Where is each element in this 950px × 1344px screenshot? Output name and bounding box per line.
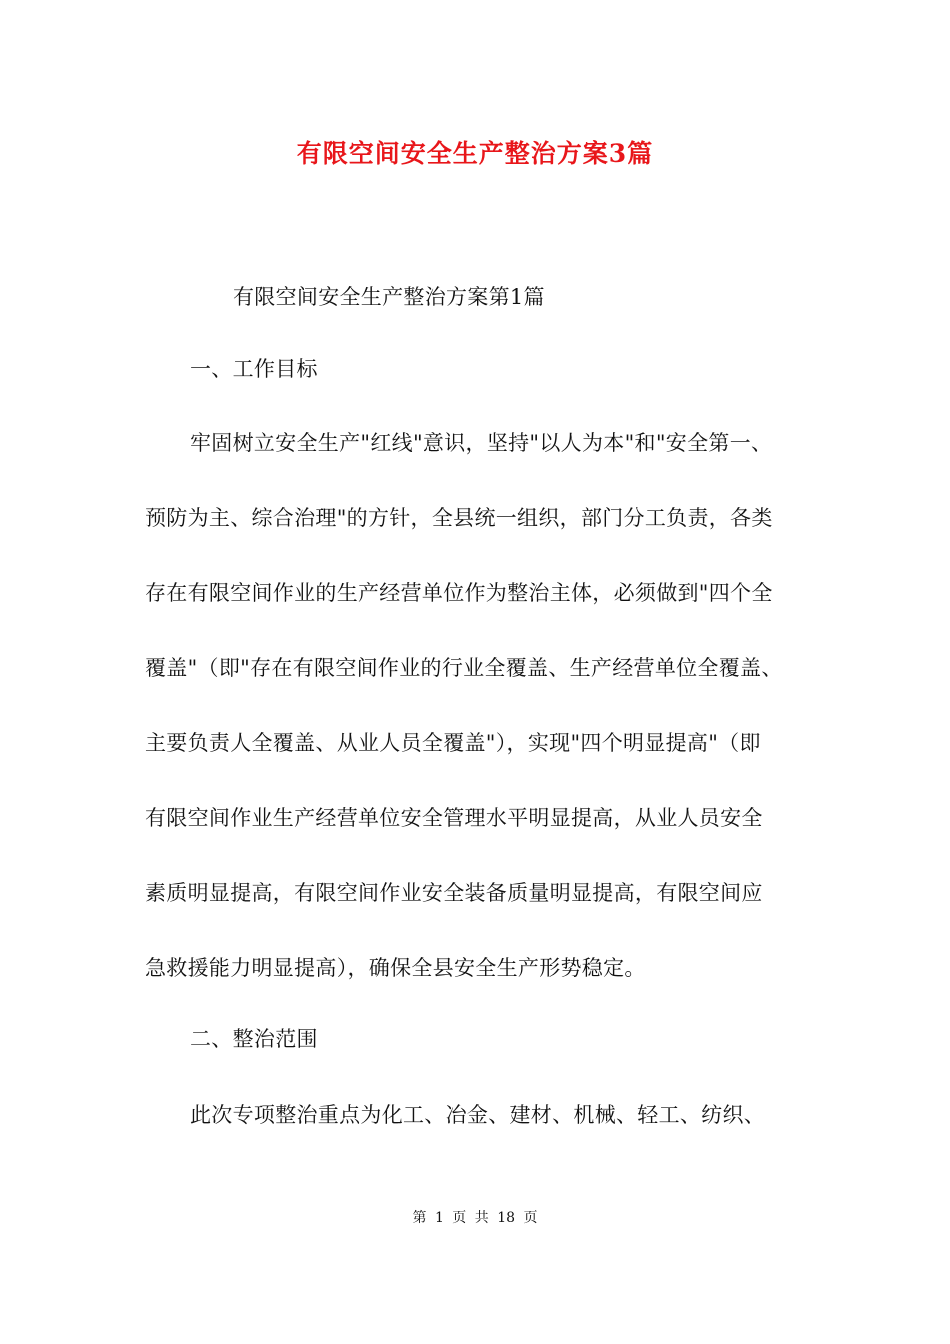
paragraph-line: 牢固树立安全生产"红线"意识，坚持"以人为本"和"安全第一、 bbox=[190, 431, 773, 455]
paragraph-line: 存在有限空间作业的生产经营单位作为整治主体，必须做到"四个全 bbox=[145, 581, 773, 605]
section-heading-scope: 二、整治范围 bbox=[190, 1027, 318, 1051]
paragraph-line: 主要负责人全覆盖、从业人员全覆盖"），实现"四个明显提高"（即 bbox=[145, 731, 761, 755]
paragraph-line: 素质明显提高，有限空间作业安全装备质量明显提高，有限空间应 bbox=[145, 881, 763, 905]
page-number-footer: 第 1 页 共 18 页 bbox=[412, 1210, 538, 1226]
paragraph-line: 急救援能力明显提高），确保全县安全生产形势稳定。 bbox=[145, 956, 646, 980]
paragraph-line: 此次专项整治重点为化工、冶金、建材、机械、轻工、纺织、 bbox=[190, 1103, 766, 1127]
section-heading-goals: 一、工作目标 bbox=[190, 357, 318, 381]
document-subtitle: 有限空间安全生产整治方案第1篇 bbox=[233, 285, 545, 309]
paragraph-line: 覆盖"（即"存在有限空间作业的行业全覆盖、生产经营单位全覆盖、 bbox=[145, 656, 783, 680]
paragraph-line: 有限空间作业生产经营单位安全管理水平明显提高，从业人员安全 bbox=[145, 806, 763, 830]
paragraph-line: 预防为主、综合治理"的方针，全县统一组织，部门分工负责，各类 bbox=[145, 506, 773, 530]
document-title: 有限空间安全生产整治方案3篇 bbox=[296, 139, 654, 168]
